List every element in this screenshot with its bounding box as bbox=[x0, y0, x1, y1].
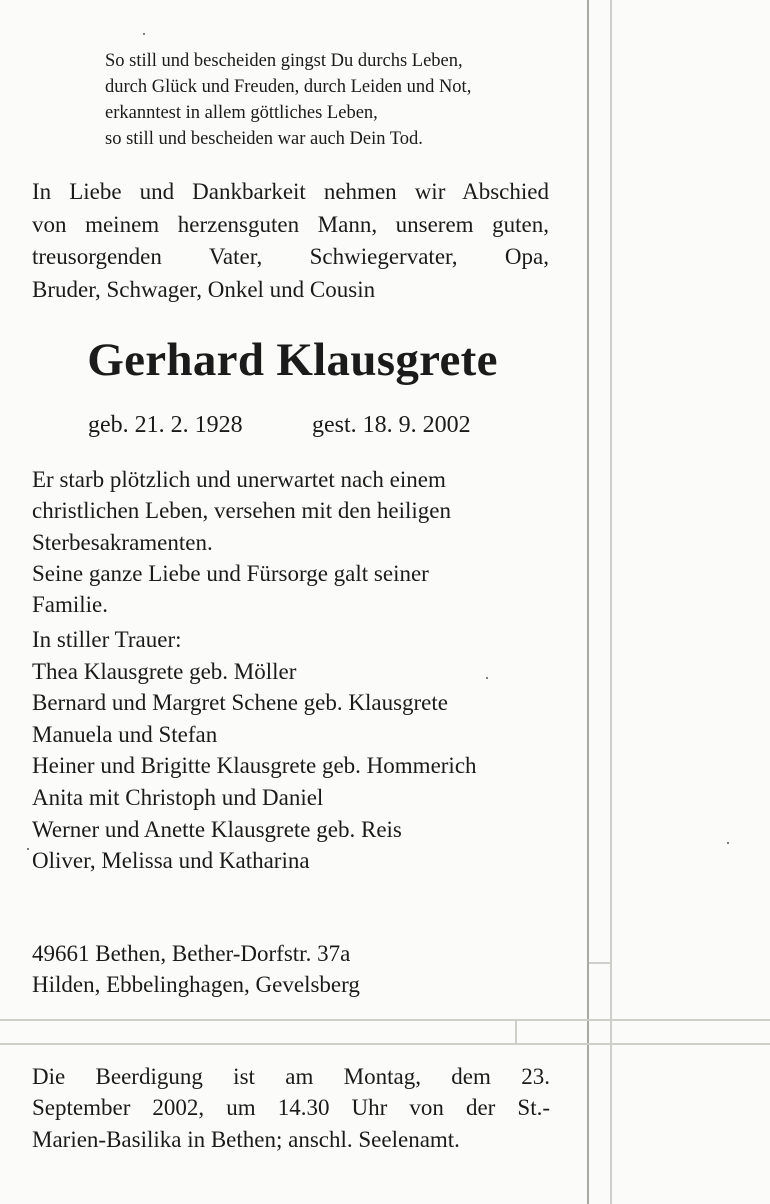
mourner-entry: Anita mit Christoph und Daniel bbox=[32, 784, 324, 810]
text-line: Sterbesakramenten. bbox=[32, 529, 213, 555]
address-line: Hilden, Ebbelinghagen, Gevelsberg bbox=[32, 972, 360, 998]
text-line: Seine ganze Liebe und Fürsorge galt seiner bbox=[32, 560, 429, 586]
address-line: 49661 Bethen, Bether-Dorfstr. 37a bbox=[32, 941, 351, 966]
death-notice-text bbox=[32, 464, 572, 620]
print-speck bbox=[27, 848, 29, 850]
intro-line: In Liebe und Dankbarkeit nehmen wir Abschied bbox=[32, 179, 549, 204]
funeral-line: September 2002, um 14.30 Uhr von der St.- bbox=[32, 1095, 550, 1121]
mourner-entry: Werner und Anette Klausgrete geb. Reis bbox=[32, 816, 402, 842]
funeral-line: Marien-Basilika in Bethen; anschl. Seelenamt. bbox=[32, 1126, 460, 1152]
verse-line: erkanntest in allem göttliches Leben, bbox=[105, 103, 378, 123]
horizontal-fold-line-upper bbox=[0, 1019, 770, 1021]
fold-tab bbox=[589, 962, 610, 964]
mourner-entry: Bernard und Margret Schene geb. Klausgrete bbox=[32, 690, 448, 716]
verse-line: So still und bescheiden gingst Du durchs Leben, bbox=[105, 51, 463, 71]
short-fold-mark bbox=[515, 1019, 517, 1045]
mourner-entry: Thea Klausgrete geb. Möller bbox=[32, 658, 297, 684]
print-speck bbox=[727, 842, 729, 844]
verse-line: durch Glück und Freuden, durch Leiden und Not, bbox=[105, 77, 472, 97]
intro-line: von meinem herzensguten Mann, unserem guten, bbox=[32, 211, 549, 237]
mourner-entry: Manuela und Stefan bbox=[32, 721, 218, 747]
mourners-heading: In stiller Trauer: bbox=[32, 627, 182, 652]
vertical-fold-line bbox=[587, 0, 589, 1204]
print-speck bbox=[486, 677, 488, 679]
funeral-notice bbox=[32, 1061, 550, 1155]
mourner-entry: Heiner und Brigitte Klausgrete geb. Hommerich bbox=[32, 753, 477, 779]
deceased-name: Gerhard Klausgrete bbox=[87, 334, 498, 386]
funeral-line: Die Beerdigung ist am Montag, dem 23. bbox=[32, 1064, 550, 1089]
intro-line: treusorgenden Vater, Schwiegervater, Opa, bbox=[32, 244, 549, 269]
memorial-verse bbox=[105, 48, 575, 152]
verse-line: so still und bescheiden war auch Dein Tod. bbox=[105, 129, 423, 149]
farewell-intro bbox=[32, 176, 549, 306]
print-speck bbox=[143, 33, 145, 35]
text-line: Er starb plötzlich und unerwartet nach einem bbox=[32, 467, 446, 492]
text-line: Familie. bbox=[32, 592, 109, 618]
birth-date: geb. 21. 2. 1928 bbox=[88, 412, 243, 438]
family-address bbox=[32, 938, 572, 1001]
vertical-panel-edge bbox=[610, 0, 612, 1204]
mourner-entry: Oliver, Melissa und Katharina bbox=[32, 848, 310, 874]
intro-line: Bruder, Schwager, Onkel und Cousin bbox=[32, 276, 376, 302]
horizontal-fold-line-lower bbox=[0, 1043, 770, 1045]
text-line: christlichen Leben, versehen mit den heiligen bbox=[32, 498, 451, 524]
death-date: gest. 18. 9. 2002 bbox=[312, 412, 471, 438]
mourners-list bbox=[32, 624, 572, 877]
